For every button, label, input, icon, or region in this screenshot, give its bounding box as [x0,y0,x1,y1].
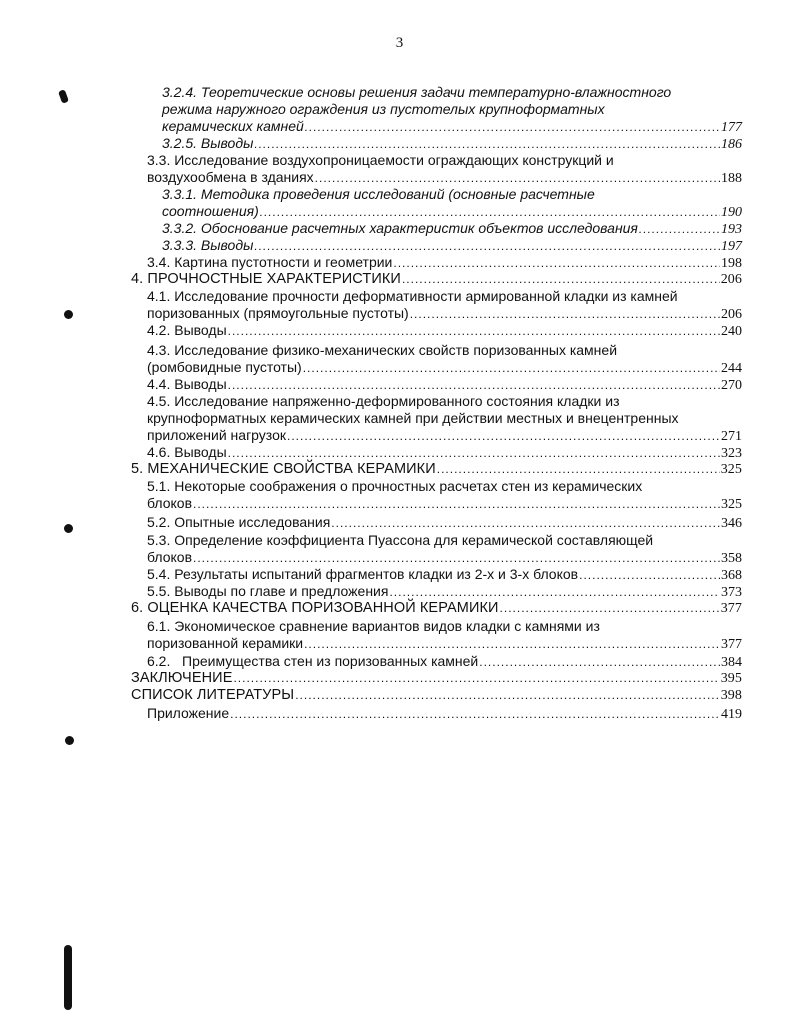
leader-dots [639,221,720,238]
toc-entry-conclusion[interactable] [131,670,742,687]
toc-page-number: 398 [720,688,742,703]
binding-hole-mark [65,736,74,745]
toc-entry-text: 5. МЕХАНИЧЕСКИЕ СВОЙСТВА КЕРАМИКИ [131,461,436,477]
toc-entry-text: 4. ПРОЧНОСТНЫЕ ХАРАКТЕРИСТИКИ [131,271,401,287]
toc-entry-5-2[interactable] [147,514,742,532]
toc-entry-3-3-1[interactable] [162,186,742,221]
toc-page-number: 346 [721,516,742,531]
toc-entry-text: 5.3. Определение коэффициента Пуассона для керамической составляющей [147,532,654,548]
toc-entry-text: 4.5. Исследование напряженно-деформированного состояния кладки из [147,393,620,409]
toc-entry-3-2-4[interactable] [162,84,742,136]
toc-entry-5-4[interactable] [147,566,742,584]
toc-entry-4-5[interactable] [147,393,742,445]
toc-page-number: 177 [721,120,742,135]
toc-entry-4-2[interactable] [147,322,742,340]
toc-entry-text: СПИСОК ЛИТЕРАТУРЫ [131,687,295,703]
toc-entry-text: поризованной керамики [147,635,304,651]
toc-entry-text: 3.2.4. Теоретические основы решения задачи температурно-влажностного [162,84,672,100]
toc-entry-references[interactable] [131,687,742,704]
toc-entry-text: (ромбовидные пустоты) [147,359,302,375]
toc-page-number: 325 [721,497,742,512]
toc-entry-text: ЗАКЛЮЧЕНИЕ [131,670,233,686]
toc-entry-text: 3.4. Картина пустотности и геометрии [147,254,393,270]
toc-entry-5-3[interactable] [147,532,742,567]
leader-dots [305,119,720,136]
toc-entry-text: 6.2. Преимущества стен из поризованных камней [147,653,479,669]
toc-entry-text: Приложение [147,705,230,721]
toc-entry-3-3[interactable] [147,152,742,187]
toc-page-number: 206 [720,272,742,287]
toc-entry-text: режима наружного ограждения из пустотелых крупноформатных [162,101,605,117]
toc-entry-text: 5.4. Результаты испытаний фрагментов кладки из 2-х и 3-х блоков [147,566,579,582]
scan-artifact [58,89,69,104]
toc-page-number: 325 [720,462,742,477]
toc-page-number: 368 [721,568,742,583]
toc-page-number: 190 [721,205,742,220]
toc-page-number: 197 [721,239,742,254]
leader-dots [303,360,720,377]
leader-dots [233,670,719,687]
toc-page-number: 384 [721,655,742,670]
scan-artifact [64,945,72,1010]
toc-entry-chapter-5[interactable] [131,461,742,478]
toc-entry-5-5[interactable] [147,583,742,601]
toc-entry-text: 4.2. Выводы [147,322,227,338]
leader-dots [254,238,720,255]
binding-hole-mark [64,310,73,319]
toc-page-number: 358 [721,551,742,566]
toc-entry-3-3-2[interactable] [162,220,742,238]
leader-dots [228,377,720,394]
toc-entry-chapter-4[interactable] [131,271,742,288]
toc-page-number: 186 [721,137,742,152]
toc-page-number: 270 [721,378,742,393]
leader-dots [287,428,720,445]
toc-page-number: 323 [721,446,742,461]
toc-entry-4-3[interactable] [147,342,742,377]
toc-entry-text: приложений нагрузок [147,427,286,443]
toc-entry-text: 4.4. Выводы [147,376,227,392]
leader-dots [315,170,720,187]
toc-page-number: 395 [720,671,742,686]
leader-dots [193,550,720,567]
leader-dots [295,687,719,704]
leader-dots [393,255,720,272]
leader-dots [579,567,720,584]
toc-page-number: 206 [721,307,742,322]
toc-entry-6-2[interactable] [147,653,742,671]
leader-dots [193,496,720,513]
toc-entry-text: поризованных (прямоугольные пустоты) [147,305,409,321]
toc-entry-text: 3.3.3. Выводы [162,237,254,253]
toc-entry-text: 3.3. Исследование воздухопроницаемости ограждающих конструкций и [147,152,614,168]
toc-page-number: 373 [721,585,742,600]
toc-page-number: 377 [721,637,742,652]
leader-dots [500,600,720,617]
leader-dots [479,654,720,671]
toc-entry-text: 5.5. Выводы по главе и предложения [147,583,389,599]
toc-entry-text: 5.2. Опытные исследования [147,514,331,530]
toc-page-number: 198 [721,256,742,271]
leader-dots [228,323,720,340]
leader-dots [260,204,720,221]
toc-entry-text: крупноформатных керамических камней при действии местных и внецентренных [147,410,679,426]
toc-page-number: 240 [721,324,742,339]
toc-entry-chapter-6[interactable] [131,600,742,617]
leader-dots [331,515,720,532]
toc-entry-text: керамических камней [162,118,304,134]
toc-entry-4-1[interactable] [147,288,742,323]
toc-entry-4-6[interactable] [147,444,742,462]
toc-entry-text: 3.2.5. Выводы [162,135,254,151]
toc-page-number: 271 [721,429,742,444]
toc-entry-5-1[interactable] [147,478,742,513]
binding-hole-mark [64,524,73,533]
toc-entry-text: 4.3. Исследование физико-механических свойств поризованных камней [147,342,618,358]
toc-entry-appendix[interactable] [147,705,742,723]
toc-page-number: 419 [721,707,742,722]
leader-dots [437,461,720,478]
toc-entry-text: блоков [147,495,193,511]
toc-entry-text: воздухообмена в зданиях [147,169,314,185]
leader-dots [402,271,720,288]
toc-entry-3-3-3[interactable] [162,237,742,255]
toc-entry-text: 3.3.1. Методика проведения исследований (основные расчетные [162,186,595,202]
toc-entry-3-4[interactable] [147,254,742,272]
toc-page-number: 193 [721,222,742,237]
leader-dots [410,306,720,323]
leader-dots [254,136,720,153]
leader-dots [389,584,720,601]
toc-entry-text: 3.3.2. Обоснование расчетных характеристик объектов исследования [162,220,638,236]
toc-entry-text: 4.6. Выводы [147,444,227,460]
toc-entry-text: 5.1. Некоторые соображения о прочностных расчетах стен из керамических [147,478,643,494]
toc-entry-text: соотношения) [162,203,259,219]
page-number: 3 [395,35,404,51]
toc-entry-6-1[interactable] [147,618,742,653]
toc-entry-text: 4.1. Исследование прочности деформативности армированной кладки из камней [147,288,678,304]
toc-page-number: 244 [721,361,742,376]
toc-entry-3-2-5[interactable] [162,135,742,153]
leader-dots [304,636,720,653]
leader-dots [230,706,720,723]
leader-dots [228,445,720,462]
toc-entry-text: 6.1. Экономическое сравнение вариантов видов кладки с камнями из [147,618,600,634]
toc-page-number: 188 [721,171,742,186]
toc-entry-text: 6. ОЦЕНКА КАЧЕСТВА ПОРИЗОВАННОЙ КЕРАМИКИ [131,600,499,616]
toc-page-number: 377 [720,601,742,616]
toc-entry-4-4[interactable] [147,376,742,394]
toc-entry-text: блоков [147,549,193,565]
